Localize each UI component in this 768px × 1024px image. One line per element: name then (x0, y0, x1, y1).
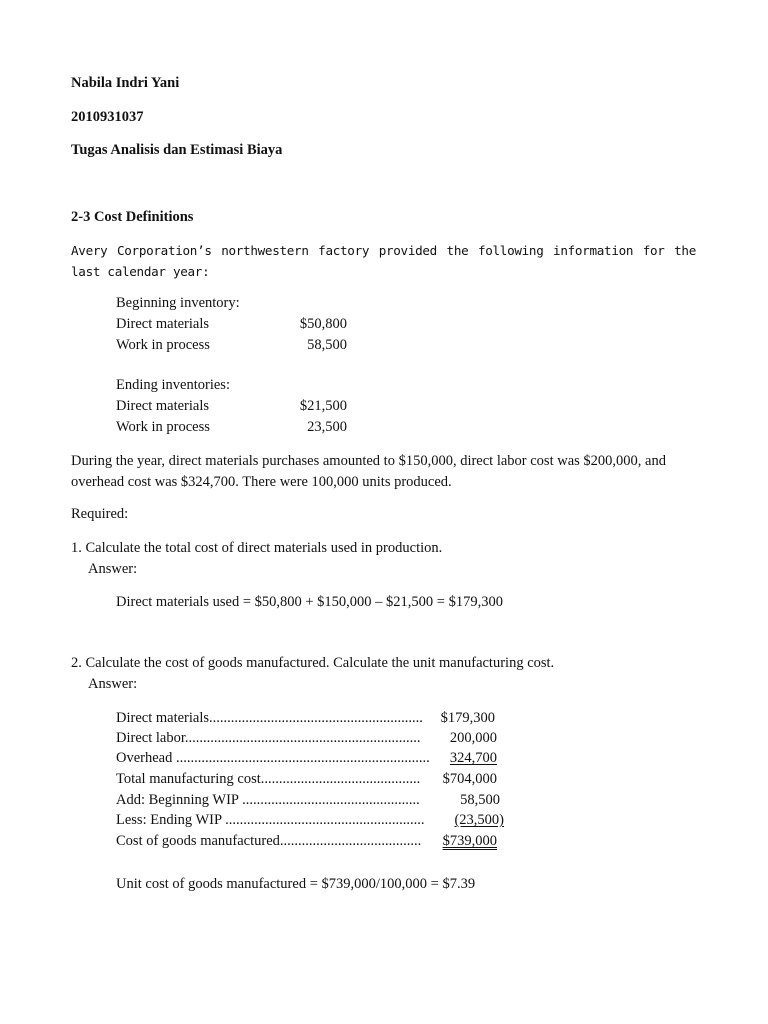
beginning-dm-label: Direct materials (116, 316, 209, 332)
section-title: 2-3 Cost Definitions (71, 209, 194, 225)
cogm-value-ending-wip: (23,500) (454, 812, 504, 828)
intro-text: Avery Corporation’s northwestern factory provided the following information for the last calendar year: (71, 243, 696, 279)
ending-dm-label: Direct materials (116, 398, 209, 414)
question-1-answer-label: Answer: (88, 561, 138, 577)
beginning-wip-label: Work in process (116, 337, 210, 353)
cogm-value-beginning-wip: 58,500 (460, 792, 500, 808)
student-id: 2010931037 (71, 109, 144, 125)
cogm-value-direct-materials: $179,300 (440, 710, 495, 726)
cogm-label-overhead: Overhead ...................................................................... (116, 750, 430, 766)
question-2-answer-label: Answer: (88, 676, 138, 692)
ending-inventories-heading: Ending inventories: (116, 377, 230, 393)
facts-paragraph: During the year, direct materials purchases amounted to $150,000, direct labor cost was $200,000, and overhead cost was $324,700. There were 100,000 units produced. (71, 453, 666, 490)
question-1: 1. Calculate the total cost of direct materials used in production. (71, 540, 443, 556)
ending-dm-value: $21,500 (299, 398, 347, 414)
cogm-value-total-manufacturing: $704,000 (442, 771, 497, 787)
cogm-label-ending-wip: Less: Ending WIP ....................................................... (116, 812, 425, 828)
intro-paragraph (71, 240, 696, 282)
ending-wip-label: Work in process (116, 419, 210, 435)
unit-cost-answer: Unit cost of goods manufactured = $739,000/100,000 = $7.39 (116, 876, 476, 892)
beginning-inventory-heading: Beginning inventory: (116, 295, 240, 311)
cogm-label-beginning-wip: Add: Beginning WIP ................................................. (116, 792, 420, 808)
question-2: 2. Calculate the cost of goods manufactured. Calculate the unit manufacturing cost. (71, 655, 555, 671)
beginning-wip-value: 58,500 (307, 337, 347, 353)
assignment-title: Tugas Analisis dan Estimasi Biaya (71, 142, 283, 158)
cogm-label-cost-of-goods-manufactured: Cost of goods manufactured....................................... (116, 833, 422, 849)
cogm-label-direct-materials: Direct materials........................................................... (116, 710, 423, 726)
author-name: Nabila Indri Yani (71, 75, 180, 91)
cogm-label-direct-labor: Direct labor................................................................. (116, 730, 421, 746)
cogm-value-overhead: 324,700 (449, 750, 497, 766)
beginning-dm-value: $50,800 (299, 316, 347, 332)
ending-wip-value: 23,500 (307, 419, 347, 435)
cogm-label-total-manufacturing: Total manufacturing cost............................................ (116, 771, 421, 787)
cogm-value-cost-of-goods-manufactured: $739,000 (442, 833, 497, 849)
cogm-value-direct-labor: 200,000 (449, 730, 497, 746)
question-1-answer: Direct materials used = $50,800 + $150,000 – $21,500 = $179,300 (116, 594, 503, 610)
required-label: Required: (71, 506, 129, 522)
